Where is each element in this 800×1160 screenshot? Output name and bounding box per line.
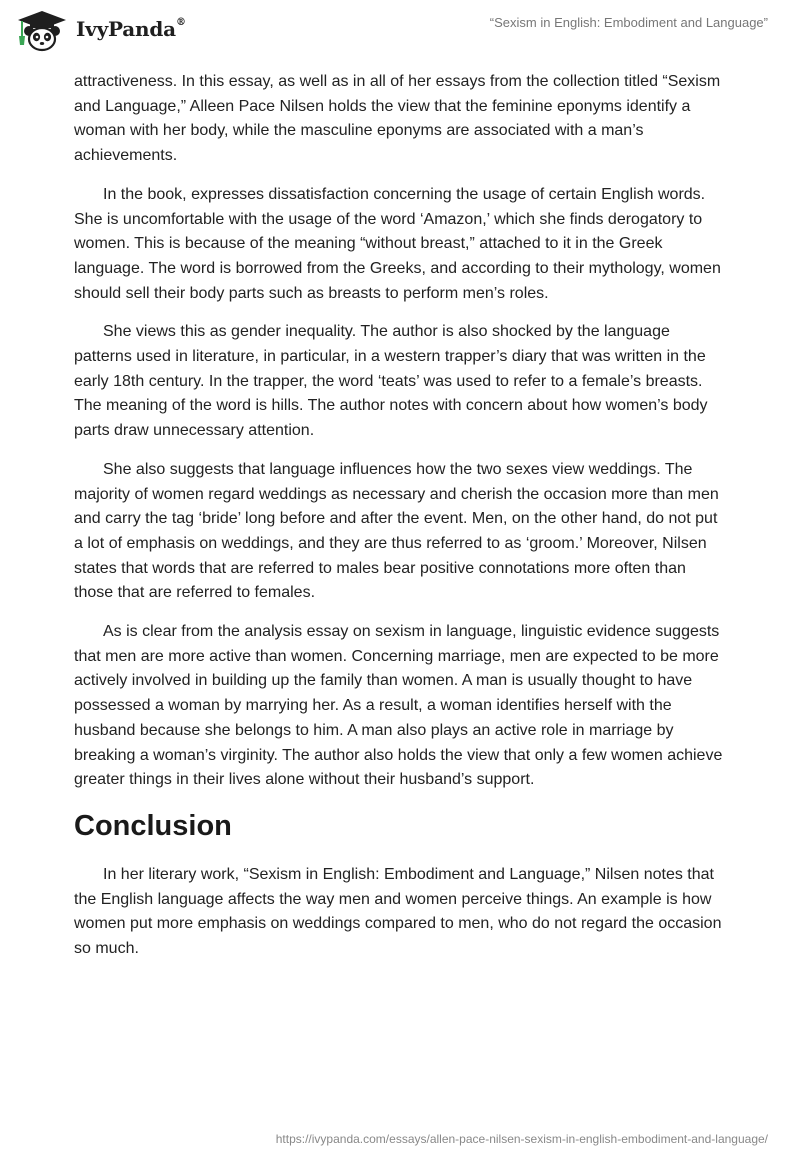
- essay-content: [74, 70, 726, 976]
- body-paragraph: In the book, expresses dissatisfaction concerning the usage of certain English words. She is uncomfortable with the usage of the word ‘Amazon,’ which she finds derogatory to women. This is because of the meaning “without breast,” attached to it in the Greek language. The word is borrowed from the Greeks, and according to their mythology, women should sell their body parts such as breasts to perform men’s roles.: [74, 185, 721, 302]
- body-paragraph: She views this as gender inequality. The author is also shocked by the language patterns used in literature, in particular, in a western trapper’s diary that was written in the early 18th century. In the trapper, the word ‘teats’ was used to refer to a female’s breasts. The meaning of the word is hills. The author notes with concern about how women’s body parts draw unnecessary attention.: [74, 323, 708, 440]
- brand-name[interactable]: IvyPanda®: [76, 17, 186, 41]
- conclusion-paragraph: In her literary work, “Sexism in English: Embodiment and Language,” Nilsen notes that the English language affects the way men and women perceive things. An example is how women put more emphasis on weddings compared to men, who do not regard the occasion so much.: [74, 865, 722, 958]
- conclusion-heading: Conclusion: [74, 809, 232, 842]
- body-paragraph: As is clear from the analysis essay on sexism in language, linguistic evidence suggests that men are more active than women. Concerning marriage, men are expected to be more actively involved in building up the family than women. A man is usually thought to have possessed a woman by marrying her. As a result, a woman identifies herself with the husband because she belongs to him. A man also plays an active role in marriage by breaking a woman’s virginity. The author also holds the view that only a few women achieve greater things in their lives alone without their husband’s support.: [74, 623, 723, 789]
- panda-graduation-cap-icon[interactable]: [14, 9, 70, 53]
- source-url[interactable]: https://ivypanda.com/essays/allen-pace-nilsen-sexism-in-english-embodiment-and-language/: [275, 1132, 768, 1146]
- running-title: “Sexism in English: Embodiment and Language”: [489, 15, 768, 30]
- registered-mark: ®: [175, 17, 186, 29]
- body-paragraph: She also suggests that language influences how the two sexes view weddings. The majority of women regard weddings as necessary and cherish the occasion more than men and carry the tag ‘bride’ long before and after the event. Men, on the other hand, do not put a lot of emphasis on weddings, and they are thus referred to as ‘groom.’ Moreover, Nilsen states that words that are referred to males bear positive connotations more often than those that are referred to females.: [74, 460, 719, 602]
- body-paragraph: attractiveness. In this essay, as well as in all of her essays from the collection titled “Sexism and Language,” Alleen Pace Nilsen holds the view that the feminine eponyms identify a woman with her body, while the masculine eponyms are associated with a man’s achievements.: [74, 73, 721, 165]
- page-header: [0, 0, 800, 62]
